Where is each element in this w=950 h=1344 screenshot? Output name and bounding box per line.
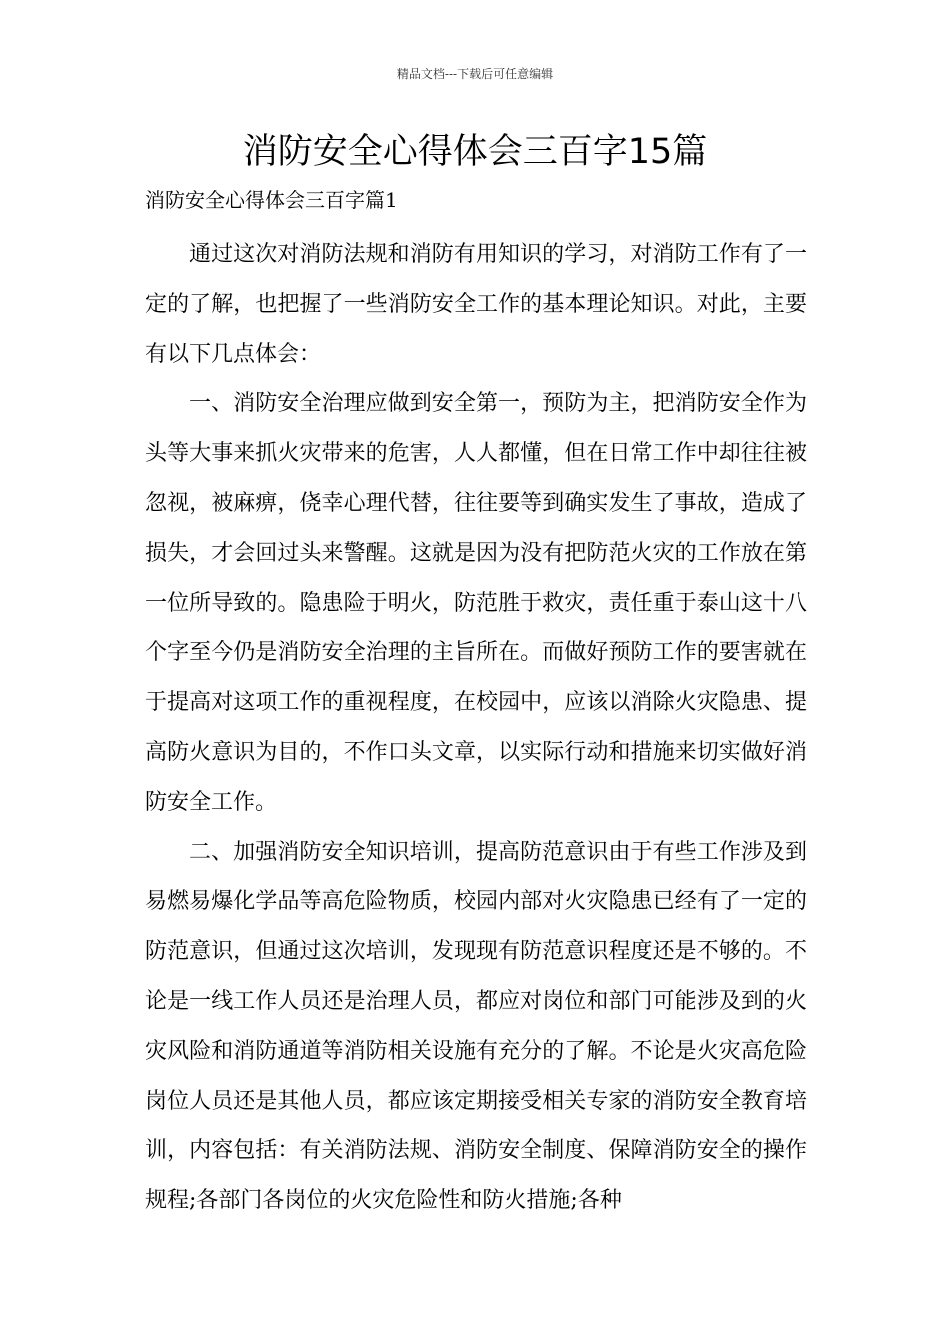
paragraph-intro: 通过这次对消防法规和消防有用知识的学习，对消防工作有了一定的了解，也把握了一些消防安全工作的基本理论知识。对此，主要有以下几点体会： xyxy=(145,242,807,367)
paragraph-point-two: 二、加强消防安全知识培训，提高防范意识由于有些工作涉及到易燃易爆化学品等高危险物质，校园内部对火灾隐患已经有了一定的防范意识，但通过这次培训，发现现有防范意识程度还是不够的。不论是一线工作人员还是治理人员，都应对岗位和部门可能涉及到的火灾风险和消防通道等消防相关设施有充分的了解。不论是火灾高危险岗位人员还是其他人员，都应该定期接受相关专家的消防安全教育培训，内容包括：有关消防法规、消防安全制度、保障消防安全的操作规程;各部门各岗位的火灾危险性和防火措施;各种 xyxy=(145,839,807,1214)
section-heading: 消防安全心得体会三百字篇1 xyxy=(145,188,398,212)
paragraph-point-one: 一、消防安全治理应做到安全第一，预防为主，把消防安全作为头等大事来抓火灾带来的危害，人人都懂，但在日常工作中却往往被忽视，被麻痹，侥幸心理代替，往往要等到确实发生了事故，造成了损失，才会回过头来警醒。这就是因为没有把防范火灾的工作放在第一位所导致的。隐患险于明火，防范胜于救灾，责任重于泰山这十八个字至今仍是消防安全治理的主旨所在。而做好预防工作的要害就在于提高对这项工作的重视程度，在校园中，应该以消除火灾隐患、提高防火意识为目的，不作口头文章，以实际行动和措施来切实做好消防安全工作。 xyxy=(145,391,807,815)
document-title: 消防安全心得体会三百字15篇 xyxy=(242,132,708,172)
page-header-note: 精品文档---下载后可任意编辑 xyxy=(396,67,554,81)
document-body xyxy=(145,230,807,1226)
